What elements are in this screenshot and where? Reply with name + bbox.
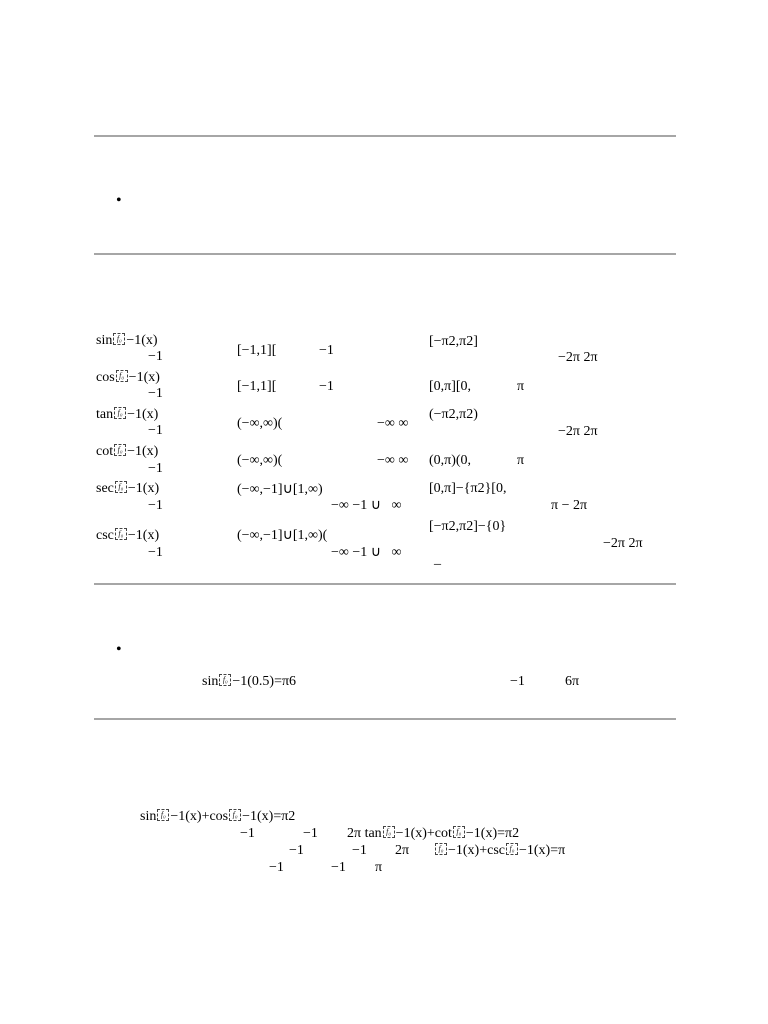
identity-line: f₀ −1(x)+csc f₀ −1(x)=π: [434, 843, 565, 859]
identity-fragment: −1: [269, 860, 284, 875]
function-subscript: −1: [148, 498, 163, 513]
function-cell: tan f₀ −1(x): [96, 407, 159, 422]
function-subscript: −1: [148, 545, 163, 560]
missing-glyph-icon: f₀: [114, 444, 126, 456]
identity-fragment: −1: [331, 860, 346, 875]
example-equation: sin f₀ −1(0.5)=π6: [202, 674, 297, 689]
domain-subscript: −1: [319, 379, 334, 394]
identity-fragment: −1: [240, 826, 255, 841]
function-subscript: −1: [148, 423, 163, 438]
domain-cell: [−1,1][: [237, 343, 277, 358]
missing-glyph-icon: f₀: [116, 370, 128, 382]
domain-subscript: −1: [319, 343, 334, 358]
identity-fragment: π: [375, 860, 383, 875]
domain-cell: [−1,1][: [237, 379, 277, 394]
function-cell: csc f₀ −1(x): [96, 528, 160, 543]
domain-subscript: −∞ −1 ∪ ∞: [331, 498, 402, 513]
function-cell: sin f₀ −1(x): [96, 333, 158, 348]
missing-glyph-icon: f₀: [383, 826, 395, 838]
section-divider: [94, 135, 676, 137]
missing-glyph-icon: f₀: [115, 481, 127, 493]
range-cell: (0,π)(0,: [429, 453, 472, 468]
identity-fragment: −1: [352, 843, 367, 858]
section-divider: [94, 583, 676, 585]
missing-glyph-icon: f₀: [229, 809, 241, 821]
domain-cell: (−∞,∞)(: [237, 416, 283, 431]
example-aux-text: −1: [510, 674, 525, 689]
function-cell: sec f₀ −1(x): [96, 481, 160, 496]
domain-subscript: −∞ ∞: [377, 453, 409, 468]
function-cell: cot f₀ −1(x): [96, 444, 159, 459]
missing-glyph-icon: f₀: [157, 809, 169, 821]
identity-fragment: −1: [303, 826, 318, 841]
range-subscript: −2π 2π: [558, 424, 598, 439]
range-subscript: π: [517, 453, 525, 468]
bullet-point: •: [116, 641, 122, 658]
function-subscript: −1: [148, 349, 163, 364]
missing-glyph-icon: f₀: [114, 407, 126, 419]
domain-cell: (−∞,−1]∪[1,∞)(: [237, 528, 328, 543]
domain-subscript: −∞ −1 ∪ ∞: [331, 545, 402, 560]
range-cell: [−π2,π2]: [429, 334, 478, 349]
function-subscript: −1: [148, 461, 163, 476]
bullet-point: •: [116, 192, 122, 209]
section-divider: [94, 253, 676, 255]
range-subscript: −2π 2π: [603, 536, 643, 551]
missing-glyph-icon: f₀: [219, 674, 231, 686]
function-subscript: −1: [148, 386, 163, 401]
example-aux-text: 6π: [565, 674, 580, 689]
identity-fragment: 2π: [395, 843, 410, 858]
missing-glyph-icon: f₀: [506, 843, 518, 855]
range-cell: [−π2,π2]−{0}: [429, 519, 507, 534]
domain-cell: (−∞,−1]∪[1,∞): [237, 482, 323, 497]
section-divider: [94, 718, 676, 720]
missing-glyph-icon: f₀: [113, 333, 125, 345]
range-subscript: −2π 2π: [558, 350, 598, 365]
identity-line: sin f₀ −1(x)+cos f₀ −1(x)=π2: [140, 809, 296, 824]
function-cell: cos f₀ −1(x): [96, 370, 160, 385]
identity-line: 2π tan f₀ −1(x)+cot f₀ −1(x)=π2: [347, 826, 520, 841]
range-mark: _: [434, 552, 441, 567]
missing-glyph-icon: f₀: [115, 528, 127, 540]
range-cell: [0,π]−{π2}[0,: [429, 481, 507, 496]
missing-glyph-icon: f₀: [435, 843, 447, 855]
missing-glyph-icon: f₀: [453, 826, 465, 838]
domain-cell: (−∞,∞)(: [237, 453, 283, 468]
range-subscript: π: [517, 379, 525, 394]
range-cell: [0,π][0,: [429, 379, 472, 394]
range-subscript: π − 2π: [551, 498, 588, 513]
range-cell: (−π2,π2): [429, 407, 478, 422]
domain-subscript: −∞ ∞: [377, 416, 409, 431]
identity-fragment: −1: [289, 843, 304, 858]
